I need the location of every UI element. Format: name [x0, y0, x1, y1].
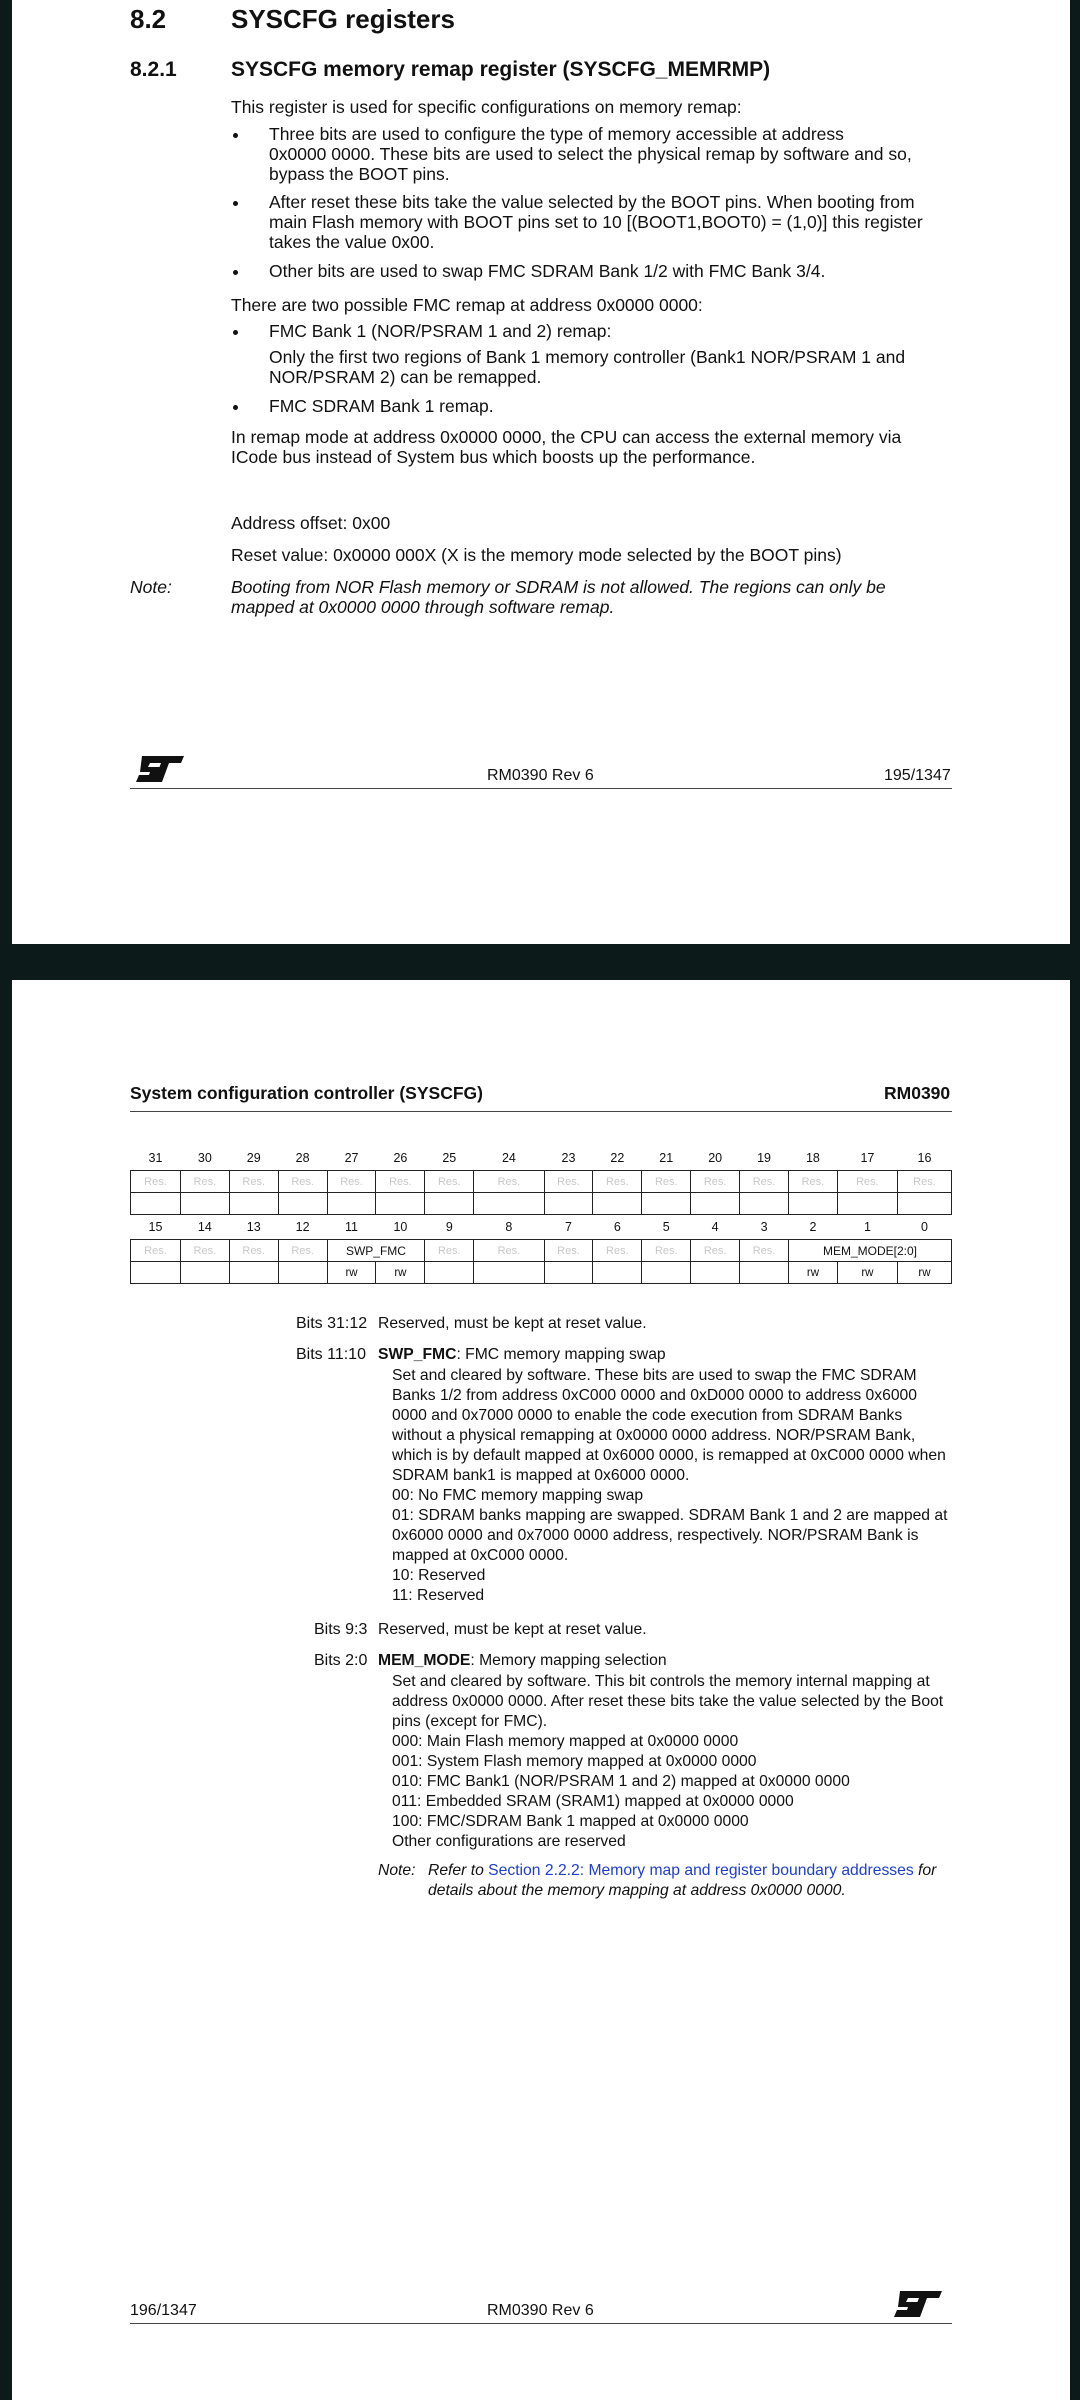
bullet-item-1: Three bits are used to configure the type of memory accessible at address 0x0000 0000. These bits are used to select the physical remap by software and so, bypass the BOOT pins.: [269, 124, 912, 184]
upper-fields: Res. Res. Res. Res. Res. Res. Res. Res. Res. Res. Res. Res. Res. Res. Res. Res.: [131, 1171, 952, 1193]
subsection-number: 8.2.1: [130, 58, 177, 81]
swp-fmc-field: SWP_FMC: [327, 1240, 425, 1262]
header-rule: [130, 1111, 952, 1112]
bits-31-12-text: Reserved, must be kept at reset value.: [378, 1315, 647, 1332]
fmc-intro: There are two possible FMC remap at address 0x0000 0000:: [231, 295, 703, 315]
fmc-bullet-1: FMC Bank 1 (NOR/PSRAM 1 and 2) remap:: [269, 321, 612, 341]
register-bit-table: [130, 1146, 952, 1284]
bits-2-0-heading: MEM_MODE: Memory mapping selection: [378, 1652, 667, 1669]
st-logo-icon: [136, 754, 186, 784]
page-header-doc: RM0390: [884, 1083, 951, 1103]
lower-bit-numbers: 15 14 13 12 11 10 9 8 7 6 5 4 3 2 1 0: [148, 1220, 928, 1234]
bullet: [233, 270, 238, 275]
note-text: Booting from NOR Flash memory or SDRAM is not allowed. The regions can only be mapped at 0x0000 0000 through software remap.: [231, 577, 886, 617]
bits-11-10-description: Set and cleared by software. These bits are used to swap the FMC SDRAM Banks 1/2 from address 0xC000 0000 and 0xD000 0000 to address 0x6000 0000 and 0x7000 0000 to enable the code execution from SDRAM Banks without a physical remapping at 0x0000 0000 address. NOR/PSRAM Bank, which is by default mapped at 0x6000 0000, is remapped at 0xC000 0000 when SDRAM bank1 is mapped at 0x6000 0000. 00: No FMC memory mapping swap 01: SDRAM banks mapping are swapped. SDRAM Bank 1 and 2 are mapped at 0x6000 0000 and 0x7000 0000 address, respectively. NOR/PSRAM Bank is mapped at 0xC000 0000. 10: Reserved 11: Reserved: [392, 1367, 948, 1604]
note-label: Note:: [378, 1862, 416, 1879]
footer-rule: [130, 788, 952, 789]
subsection-title: SYSCFG memory remap register (SYSCFG_MEMRMP): [231, 58, 771, 81]
reset-value: Reset value: 0x0000 000X (X is the memory mode selected by the BOOT pins): [231, 545, 842, 565]
bits-9-3-text: Reserved, must be kept at reset value.: [378, 1621, 647, 1638]
footer-doc: RM0390 Rev 6: [487, 767, 594, 784]
bits-2-0-description: Set and cleared by software. This bit controls the memory internal mapping at address 0x0000 0000. After reset these bits take the value selected by the Boot pins (except for FMC). 000: Main Flash memory mapped at 0x0000 0000 001: System Flash memory mapped at 0x0000 0000 010: FMC Bank1 (NOR/PSRAM 1 and 2) mapped at 0x0000 0000 011: Embedded SRAM (SRAM1) mapped at 0x0000 0000 100: FMC/SDRAM Bank 1 mapped at 0x0000 0000 Other configurations are reserved: [392, 1673, 944, 1850]
footer-page-number: 196/1347: [130, 2302, 197, 2319]
upper-bit-numbers: 31 30 29 28 27 26 25 24 23 22 21 20 19 18 17 16: [148, 1151, 932, 1165]
mem-mode-field: MEM_MODE[2:0]: [788, 1240, 951, 1262]
bullet-item-2: After reset these bits take the value selected by the BOOT pins. When booting from main Flash memory with BOOT pins set to 10 [(BOOT1,BOOT0) = (1,0)] this register takes the value 0x00.: [269, 192, 923, 252]
bits-11-10-heading: SWP_FMC: FMC memory mapping swap: [378, 1346, 666, 1363]
st-logo-icon: [894, 2289, 944, 2319]
bullet: [233, 201, 238, 206]
bullet: [233, 133, 238, 138]
bits-11-10-label: Bits 11:10: [296, 1346, 366, 1363]
upper-access: [131, 1193, 952, 1215]
note-label: Note:: [130, 577, 172, 597]
section-link[interactable]: Section 2.2.2: Memory map and register boundary addresses: [488, 1862, 914, 1879]
bits-2-0-label: Bits 2:0: [314, 1652, 368, 1669]
bullet-item-3: Other bits are used to swap FMC SDRAM Bank 1/2 with FMC Bank 3/4.: [269, 261, 826, 281]
section-number: 8.2: [130, 4, 167, 34]
footer-doc: RM0390 Rev 6: [487, 2302, 594, 2319]
intro-text: This register is used for specific configurations on memory remap:: [231, 97, 742, 117]
bullet: [233, 405, 238, 410]
bits-31-12-label: Bits 31:12: [296, 1315, 368, 1332]
fmc-bullet-1-detail: Only the first two regions of Bank 1 memory controller (Bank1 NOR/PSRAM 1 and NOR/PSRAM 2) can be remapped.: [269, 347, 906, 387]
page-195: [12, 0, 1070, 944]
lower-access: rw rw rw rw rw: [131, 1262, 952, 1284]
footer-rule: [130, 2323, 952, 2324]
fmc-bullet-2: FMC SDRAM Bank 1 remap.: [269, 396, 494, 416]
address-offset: Address offset: 0x00: [231, 513, 391, 533]
bullet: [233, 330, 238, 335]
footer-page-number: 195/1347: [884, 767, 951, 784]
page-header-title: System configuration controller (SYSCFG): [130, 1083, 483, 1103]
bits-9-3-label: Bits 9:3: [314, 1621, 368, 1638]
remap-mode-text: In remap mode at address 0x0000 0000, the CPU can access the external memory via ICode bus instead of System bus which boosts up the performance.: [231, 427, 902, 467]
page-196: [12, 980, 1070, 2400]
section-title: SYSCFG registers: [231, 4, 455, 34]
note-text: Refer to Section 2.2.2: Memory map and register boundary addresses for details about the memory mapping at address 0x0000 0000.: [428, 1862, 937, 1899]
lower-fields: Res. Res. Res. Res. SWP_FMC Res. Res. Res. Res. Res. Res. Res. MEM_MODE[2:0]: [131, 1240, 952, 1262]
